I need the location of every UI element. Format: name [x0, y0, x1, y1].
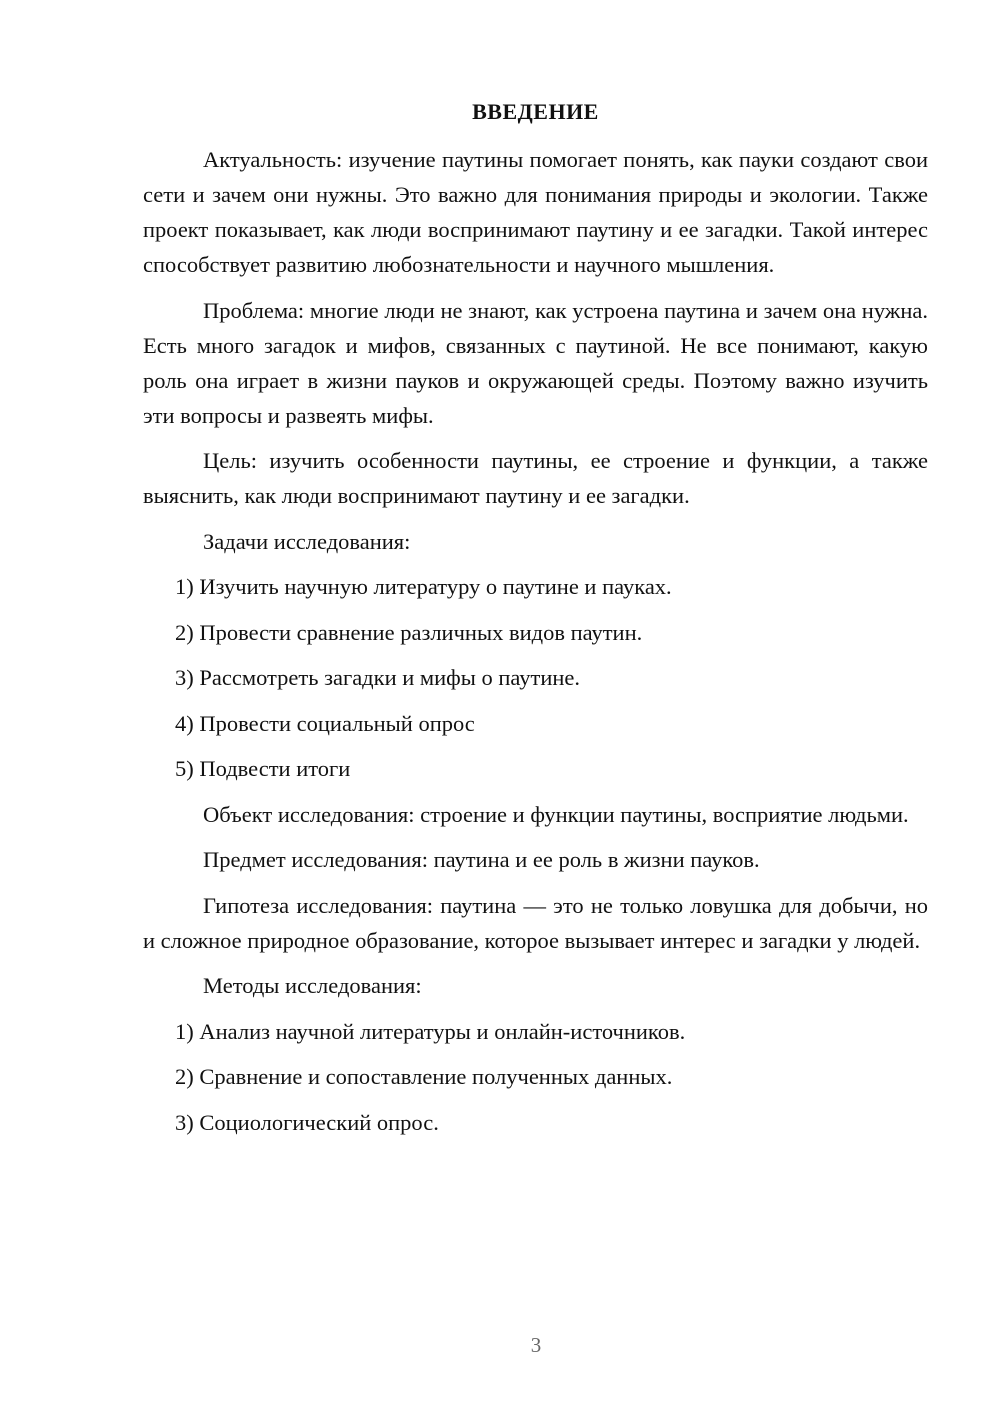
tasks-list — [143, 569, 928, 786]
methods-list — [143, 1014, 928, 1140]
list-item: 3) Социологический опрос. — [175, 1109, 439, 1135]
problem-paragraph: Проблема: многие люди не знают, как устроена паутина и зачем она нужна. Есть много загадок и мифов, связанных с паутиной. Не все понимают, какую роль она играет в жизни пауков и окружающей среды. Поэтому важно изучить эти вопросы и развеять мифы. — [143, 297, 928, 428]
document-body — [143, 142, 928, 1150]
list-item: 2) Провести сравнение различных видов паутин. — [175, 619, 643, 645]
list-item: 1) Изучить научную литературу о паутине и пауках. — [175, 574, 672, 599]
subject-paragraph: Предмет исследования: паутина и ее роль в жизни пауков. — [203, 847, 760, 872]
tasks-heading: Задачи исследования: — [203, 528, 411, 554]
methods-heading: Методы исследования: — [203, 973, 422, 998]
page-number: 3 — [530, 1333, 542, 1357]
list-item: 2) Сравнение и сопоставление полученных данных. — [175, 1064, 673, 1089]
list-item: 1) Анализ научной литературы и онлайн-источников. — [175, 1018, 686, 1044]
object-paragraph: Объект исследования: строение и функции паутины, восприятие людьми. — [203, 801, 909, 827]
hypothesis-paragraph: Гипотеза исследования: паутина — это не только ловушка для добычи, но и сложное природное образование, которое вызывает интерес и загадки у людей. — [143, 892, 928, 953]
list-item: 3) Рассмотреть загадки и мифы о паутине. — [175, 665, 581, 690]
page-title: ВВЕДЕНИЕ — [472, 99, 599, 124]
relevance-paragraph: Актуальность: изучение паутины помогает понять, как пауки создают свои сети и зачем они нужны. Это важно для понимания природы и экологии. Также проект показывает, как люди воспринимают паутину и ее загадки. Такой интерес способствует развитию любознательности и научного мышления. — [143, 147, 928, 277]
goal-paragraph: Цель: изучить особенности паутины, ее строение и функции, а также выяснить, как люди воспринимают паутину и ее загадки. — [143, 448, 928, 508]
list-item: 4) Провести социальный опрос — [175, 710, 475, 736]
list-item: 5) Подвести итоги — [175, 756, 351, 781]
